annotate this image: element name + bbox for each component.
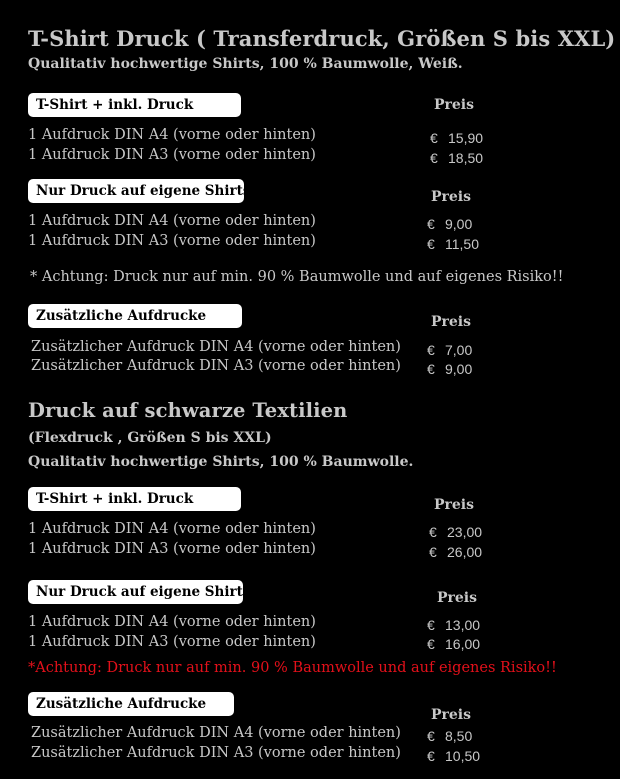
section-title: Druck auf schwarze Textilien (28, 399, 348, 422)
group-label-nur-druck: Nur Druck auf eigene Shirts* (28, 179, 244, 203)
price-item-label: 1 Aufdruck DIN A3 (vorne oder hinten) (28, 541, 316, 557)
price-value: € 8,50 (427, 728, 473, 744)
section-subtitle: (Flexdruck , Größen S bis XXL) (28, 430, 272, 446)
price-value: € 15,90 (430, 130, 484, 146)
price-value: € 10,50 (427, 748, 481, 764)
group-label-nur-druck: Nur Druck auf eigene Shirts* (28, 580, 243, 604)
price-item-label: 1 Aufdruck DIN A4 (vorne oder hinten) (28, 614, 316, 630)
price-item-label: 1 Aufdruck DIN A4 (vorne oder hinten) (28, 521, 316, 537)
price-item-label: 1 Aufdruck DIN A3 (vorne oder hinten) (28, 634, 316, 649)
price-value: € 16,00 (427, 636, 481, 652)
group-label-tshirt-druck: T-Shirt + inkl. Druck (28, 487, 241, 511)
section-subtitle: Qualitativ hochwertige Shirts, 100 % Baumwolle, Weiß. (28, 56, 463, 72)
clipped-row (28, 634, 428, 649)
price-item-label: Zusätzlicher Aufdruck DIN A3 (vorne oder hinten) (31, 358, 401, 374)
price-item-label: Zusätzlicher Aufdruck DIN A4 (vorne oder hinten) (31, 725, 401, 741)
disclaimer-note-red: *Achtung: Druck nur auf min. 90 % Baumwolle und auf eigenes Risiko!! (28, 660, 557, 676)
price-value: € 9,00 (427, 216, 473, 232)
price-value: € 23,00 (429, 524, 483, 540)
price-item-label: 1 Aufdruck DIN A4 (vorne oder hinten) (28, 127, 316, 143)
price-item-label: 1 Aufdruck DIN A3 (vorne oder hinten) (28, 147, 316, 163)
price-value: € 7,00 (427, 342, 473, 358)
price-value: € 9,00 (427, 361, 473, 377)
section-title: T-Shirt Druck ( Transferdruck, Größen S bis XXL) (28, 26, 616, 51)
price-column-header: Preis (431, 707, 472, 723)
group-label-zusaetzliche: Zusätzliche Aufdrucke (28, 304, 242, 328)
price-item-label: Zusätzlicher Aufdruck DIN A4 (vorne oder hinten) (31, 339, 401, 355)
price-column-header: Preis (437, 590, 478, 606)
price-value: € 26,00 (429, 544, 483, 560)
price-column-header: Preis (431, 314, 472, 330)
price-item-label: Zusätzlicher Aufdruck DIN A3 (vorne oder hinten) (31, 745, 401, 761)
group-label-zusaetzliche: Zusätzliche Aufdrucke (28, 692, 234, 716)
price-item-label: 1 Aufdruck DIN A4 (vorne oder hinten) (28, 213, 316, 229)
group-label-tshirt-druck: T-Shirt + inkl. Druck (28, 93, 241, 117)
price-column-header: Preis (434, 497, 475, 513)
disclaimer-note: * Achtung: Druck nur auf min. 90 % Baumwolle und auf eigenes Risiko!! (30, 269, 564, 285)
price-value: € 11,50 (427, 236, 479, 252)
price-item-label: 1 Aufdruck DIN A3 (vorne oder hinten) (28, 233, 316, 249)
section-subtitle: Qualitativ hochwertige Shirts, 100 % Baumwolle. (28, 454, 414, 470)
price-column-header: Preis (434, 97, 475, 113)
price-value: € 18,50 (430, 150, 484, 166)
price-column-header: Preis (431, 189, 472, 205)
price-value: € 13,00 (427, 617, 481, 633)
